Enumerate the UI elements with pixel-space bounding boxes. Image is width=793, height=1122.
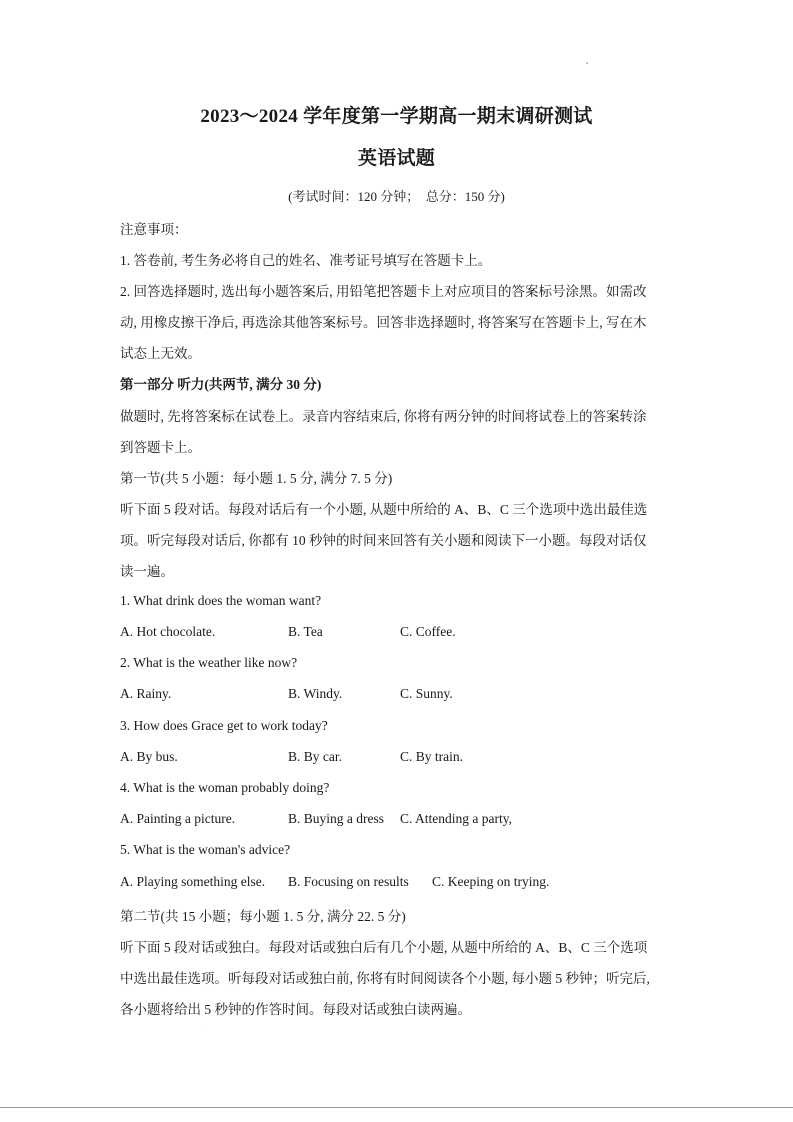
section2-instruction: 听下面 5 段对话或独白。每段对话或独白后有几个小题, 从题中所给的 A、B、C 三个选项 (120, 940, 648, 955)
page-bottom-rule (0, 1107, 793, 1108)
section2-instruction: 各小题将给出 5 秒钟的作答时间。每段对话或独白读两遍。 (120, 1002, 471, 1017)
exam-meta: (考试时间：120 分钟； 总分：150 分) (288, 189, 505, 204)
option-c: C. Attending a party, (400, 811, 512, 826)
page-subtitle: 英语试题 (357, 148, 436, 169)
question-text: 5. What is the woman's advice? (120, 842, 291, 857)
note-line: 1. 答卷前, 考生务必将自己的姓名、准考证号填写在答题卡上。 (120, 253, 492, 268)
option-a: A. By bus. (120, 749, 178, 764)
part1-instruction: 到答题卡上。 (120, 440, 201, 455)
note-line: 2. 回答选择题时, 选出每小题答案后, 用铅笔把答题卡上对应项目的答案标号涂黑。如需改 (120, 284, 647, 299)
option-a: A. Rainy. (120, 686, 172, 701)
option-a: A. Hot chocolate. (120, 624, 216, 639)
option-c: C. By train. (400, 749, 463, 764)
question-text: 3. How does Grace get to work today? (120, 718, 328, 733)
option-b: B. Focusing on results (288, 874, 409, 889)
question-text: 2. What is the weather like now? (120, 655, 298, 670)
question-text: 1. What drink does the woman want? (120, 593, 322, 608)
note-line: 试态上无效。 (120, 346, 201, 361)
section1-instruction: 听下面 5 段对话。每段对话后有一个小题, 从题中所给的 A、B、C 三个选项中选出最佳选 (120, 502, 648, 517)
page-title: 2023～2024 学年度第一学期高一期末调研测试 (200, 106, 593, 127)
option-b: B. Buying a dress (288, 811, 384, 826)
option-c: C. Coffee. (400, 624, 456, 639)
scan-dot (586, 62, 588, 64)
option-c: C. Sunny. (400, 686, 453, 701)
section1-instruction: 项。听完每段对话后, 你都有 10 秒钟的时间来回答有关小题和阅读下一小题。每段对话仅 (120, 533, 647, 548)
option-a: A. Painting a picture. (120, 811, 236, 826)
option-b: B. Windy. (288, 686, 343, 701)
section2-heading: 第二节(共 15 小题；每小题 1. 5 分, 满分 22. 5 分) (120, 909, 406, 924)
section1-instruction: 读一遍。 (120, 564, 174, 579)
scan-mark: · (202, 1027, 204, 1033)
part1-heading: 第一部分 听力(共两节, 满分 30 分) (120, 377, 322, 392)
question-text: 4. What is the woman probably doing? (120, 780, 330, 795)
section2-instruction: 中选出最佳选项。听每段对话或独白前, 你将有时间阅读各个小题, 每小题 5 秒钟；听完后, (120, 971, 650, 986)
option-b: B. Tea (288, 624, 323, 639)
notes-heading: 注意事项： (120, 222, 188, 237)
option-c: C. Keeping on trying. (432, 874, 550, 889)
option-b: B. By car. (288, 749, 342, 764)
option-a: A. Playing something else. (120, 874, 266, 889)
section1-heading: 第一节(共 5 小题：每小题 1. 5 分, 满分 7. 5 分) (120, 471, 393, 486)
note-line: 动, 用橡皮擦干净后, 再选涂其他答案标号。回答非选择题时, 将答案写在答题卡上, 写在木 (120, 315, 647, 330)
part1-instruction: 做题时, 先将答案标在试卷上。录音内容结束后, 你将有两分钟的时间将试卷上的答案转涂 (120, 409, 647, 424)
